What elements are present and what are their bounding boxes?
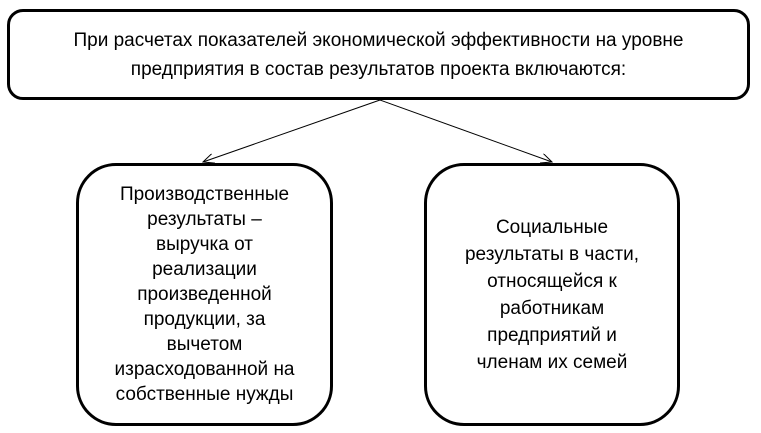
production-results-text: Производственные результаты – выручка от реализации произведенной продукции, за вычетом израсходованной на собственные нужды bbox=[114, 184, 295, 405]
social-results-node bbox=[424, 163, 680, 426]
arrow-to-production-results bbox=[203, 100, 380, 162]
root-node-text: При расчетах показателей экономической эффективности на уровне предприятия в состав результатов проекта включаются: bbox=[73, 29, 684, 80]
root-node bbox=[7, 9, 750, 100]
social-results-text: Социальные результаты в части, относящейся к работникам предприятий и членам их семей bbox=[464, 216, 639, 373]
production-results-node bbox=[76, 163, 333, 426]
arrow-to-social-results bbox=[380, 100, 552, 162]
